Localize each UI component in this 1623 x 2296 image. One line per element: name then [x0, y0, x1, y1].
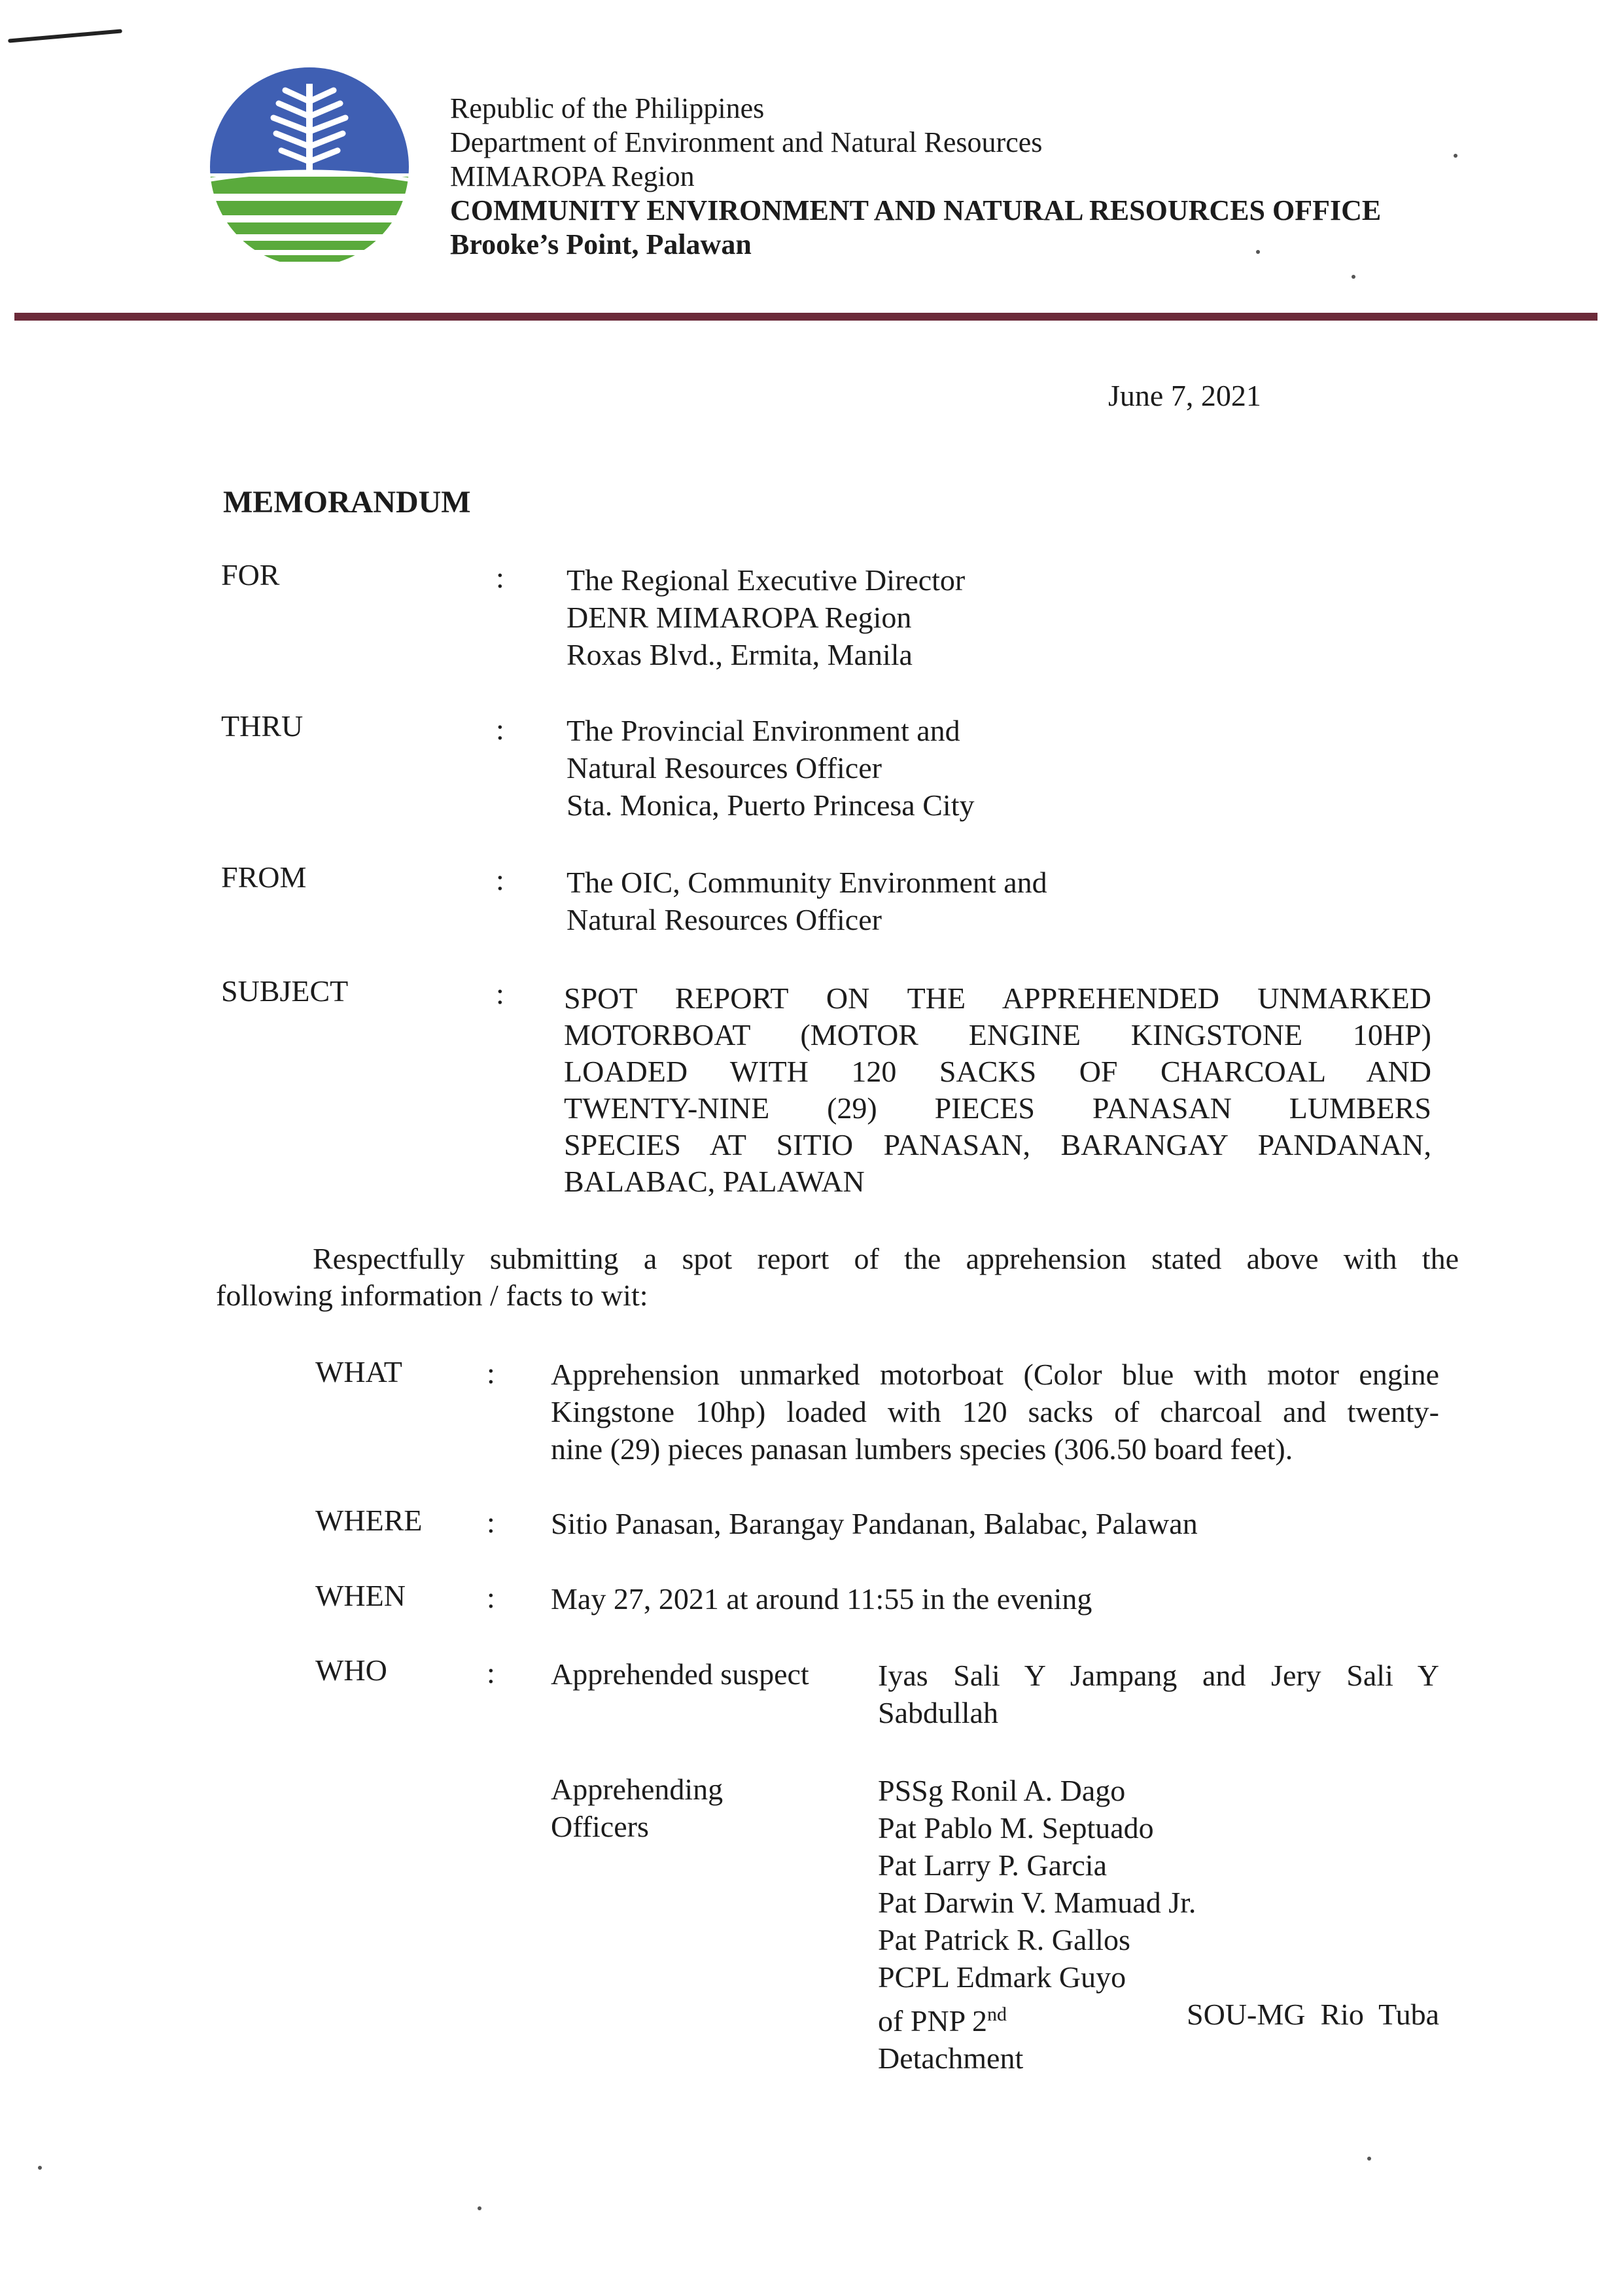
- for-line: Roxas Blvd., Ermita, Manila: [567, 638, 913, 671]
- from-label: FROM: [221, 860, 307, 894]
- suspect-label: Apprehended suspect: [551, 1657, 809, 1691]
- officers-label-line: Apprehending: [551, 1773, 724, 1806]
- officer-name: Pat Larry P. Garcia: [878, 1848, 1107, 1882]
- from-value: [567, 864, 1047, 938]
- thru-label: THRU: [221, 709, 304, 743]
- unit-line: [878, 1996, 1439, 2040]
- intro-line: following information / facts to wit:: [216, 1279, 648, 1312]
- what-colon: :: [487, 1356, 495, 1390]
- unit-line-2: Detachment: [878, 2041, 1024, 2075]
- header-divider: [14, 313, 1597, 321]
- scan-speck: [1256, 250, 1260, 254]
- subject-line: MOTORBOAT (MOTOR ENGINE KINGSTONE 10HP): [564, 1018, 1431, 1051]
- when-value: May 27, 2021 at around 11:55 in the evening: [551, 1582, 1092, 1616]
- for-line: DENR MIMAROPA Region: [567, 601, 912, 634]
- header-line-location: Brooke’s Point, Palawan: [450, 228, 752, 260]
- where-value: Sitio Panasan, Barangay Pandanan, Balabac, Palawan: [551, 1507, 1198, 1540]
- officers-label-line: Officers: [551, 1810, 649, 1843]
- where-label: WHERE: [315, 1504, 423, 1537]
- subject-colon: :: [496, 977, 504, 1010]
- scan-mark: [8, 29, 122, 43]
- thru-colon: :: [496, 713, 504, 746]
- what-value: [551, 1356, 1439, 1468]
- officers-list: [878, 1772, 1439, 2077]
- subject-line: TWENTY-NINE (29) PIECES PANASAN LUMBERS: [564, 1091, 1431, 1125]
- subject-line: SPOT REPORT ON THE APPREHENDED UNMARKED: [564, 981, 1431, 1015]
- header-line-department: Department of Environment and Natural Resources: [450, 126, 1043, 158]
- from-colon: :: [496, 863, 504, 896]
- intro-line: Respectfully submitting a spot report of the apprehension stated above with the: [313, 1242, 1459, 1275]
- suspect-line: Sabdullah: [878, 1696, 998, 1729]
- from-line: Natural Resources Officer: [567, 903, 882, 936]
- officers-label: [551, 1771, 723, 1845]
- when-colon: :: [487, 1581, 495, 1614]
- denr-logo: [208, 65, 411, 268]
- for-line: The Regional Executive Director: [567, 563, 966, 597]
- officer-name: PSSg Ronil A. Dago: [878, 1774, 1126, 1807]
- officer-name: PCPL Edmark Guyo: [878, 1960, 1126, 1994]
- officer-name: Pat Pablo M. Septuado: [878, 1811, 1154, 1845]
- memo-date: June 7, 2021: [1108, 379, 1261, 412]
- subject-line: BALABAC, PALAWAN: [564, 1165, 865, 1198]
- thru-value: [567, 712, 974, 824]
- header-line-region: MIMAROPA Region: [450, 160, 695, 192]
- unit-suffix: SOU-MG Rio Tuba: [1172, 1998, 1439, 2031]
- header-line-republic: Republic of the Philippines: [450, 92, 765, 124]
- for-value: [567, 561, 965, 673]
- suspect-line: Iyas Sali Y Jampang and Jery Sali Y: [878, 1659, 1439, 1692]
- unit-prefix: of PNP 2nd: [878, 2004, 1007, 2038]
- scan-speck: [1454, 154, 1457, 158]
- officer-name: Pat Patrick R. Gallos: [878, 1923, 1130, 1956]
- what-line: Apprehension unmarked motorboat (Color blue with motor engine: [551, 1358, 1439, 1391]
- when-label: WHEN: [315, 1579, 406, 1612]
- scan-speck: [1367, 2157, 1371, 2161]
- subject-text: [564, 980, 1431, 1200]
- header-line-office: COMMUNITY ENVIRONMENT AND NATURAL RESOURCES OFFICE: [450, 194, 1382, 226]
- where-colon: :: [487, 1506, 495, 1539]
- for-colon: :: [496, 561, 504, 594]
- for-label: FOR: [221, 558, 280, 592]
- what-label: WHAT: [315, 1355, 402, 1388]
- memo-title: MEMORANDUM: [223, 485, 471, 520]
- from-line: The OIC, Community Environment and: [567, 866, 1047, 899]
- what-line: Kingstone 10hp) loaded with 120 sacks of charcoal and twenty-: [551, 1395, 1439, 1428]
- intro-paragraph: [216, 1241, 1459, 1314]
- suspect-names: [878, 1657, 1439, 1731]
- what-line: nine (29) pieces panasan lumbers species (306.50 board feet).: [551, 1432, 1293, 1466]
- subject-line: SPECIES AT SITIO PANASAN, BARANGAY PANDANAN,: [564, 1128, 1431, 1161]
- scan-speck: [38, 2166, 42, 2170]
- scan-speck: [478, 2206, 481, 2210]
- who-colon: :: [487, 1656, 495, 1689]
- unit-superscript: nd: [987, 2004, 1007, 2025]
- thru-line: The Provincial Environment and: [567, 714, 960, 747]
- office-header: [450, 92, 1381, 262]
- who-label: WHO: [315, 1653, 387, 1687]
- subject-line: LOADED WITH 120 SACKS OF CHARCOAL AND: [564, 1055, 1431, 1088]
- scan-speck: [1352, 275, 1355, 279]
- thru-line: Sta. Monica, Puerto Princesa City: [567, 788, 975, 822]
- subject-label: SUBJECT: [221, 974, 349, 1008]
- officer-name: Pat Darwin V. Mamuad Jr.: [878, 1886, 1196, 1919]
- thru-line: Natural Resources Officer: [567, 751, 882, 785]
